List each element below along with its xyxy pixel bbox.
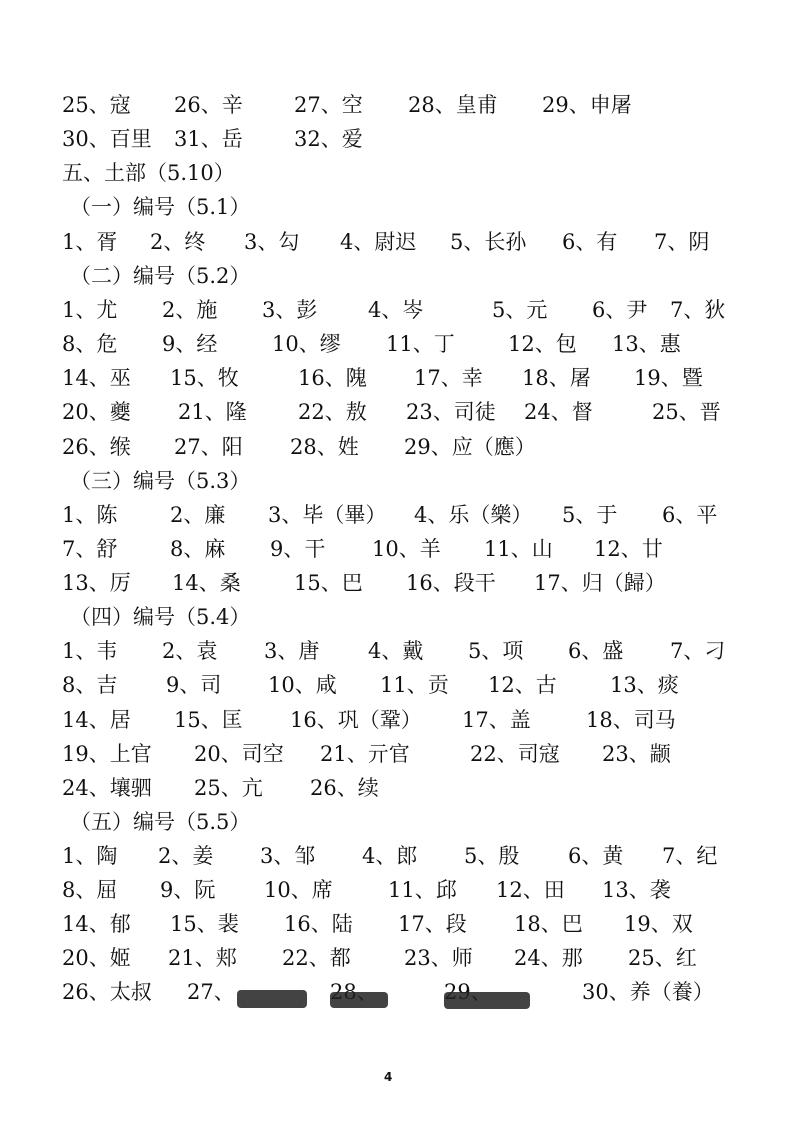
surname-entry: 24、督 xyxy=(524,400,593,424)
surname-entry: 6、平 xyxy=(662,503,718,527)
surname-entry: 27、空 xyxy=(294,93,363,117)
surname-entry: 19、暨 xyxy=(634,366,703,390)
surname-entry: 3、邹 xyxy=(260,844,316,868)
surname-entry: 29、应（應） xyxy=(404,435,536,459)
surname-entry: 32、爱 xyxy=(294,127,363,151)
surname-entry: 8、麻 xyxy=(170,537,226,561)
surname-entry: 27、阳 xyxy=(174,435,243,459)
surname-entry: 15、裴 xyxy=(170,912,239,936)
surname-entry: 5、长孙 xyxy=(450,230,527,254)
surname-entry: 3、勾 xyxy=(244,230,300,254)
surname-entry: 21、郏 xyxy=(168,946,237,970)
surname-entry: 26、续 xyxy=(310,776,379,800)
surname-entry: 26、缑 xyxy=(62,435,131,459)
surname-entry: 5、元 xyxy=(492,298,548,322)
surname-entry: 26、辛 xyxy=(174,93,243,117)
surname-entry: 16、陆 xyxy=(284,912,353,936)
surname-entry: 22、司寇 xyxy=(470,742,560,766)
surname-entry: 21、隆 xyxy=(178,400,247,424)
surname-entry: 8、吉 xyxy=(62,673,118,697)
surname-entry: 28、皇甫 xyxy=(408,93,498,117)
surname-entry: 25、亢 xyxy=(194,776,263,800)
surname-entry: 13、厉 xyxy=(62,571,131,595)
surname-entry: 6、尹 xyxy=(592,298,648,322)
surname-entry: 10、缪 xyxy=(272,332,341,356)
surname-entry: 7、纪 xyxy=(662,844,718,868)
subsection-heading: （三）编号（5.3） xyxy=(70,469,251,493)
surname-entry: 5、殷 xyxy=(464,844,520,868)
surname-entry: 3、唐 xyxy=(264,639,320,663)
surname-entry: 18、巴 xyxy=(514,912,583,936)
surname-entry: 3、毕（畢） xyxy=(268,503,387,527)
surname-entry: 20、夔 xyxy=(62,400,131,424)
surname-entry: 17、盖 xyxy=(462,708,531,732)
surname-entry: 1、韦 xyxy=(62,639,118,663)
surname-entry: 6、有 xyxy=(562,230,618,254)
surname-entry: 26、太叔 xyxy=(62,980,152,1004)
surname-entry: 24、壤驷 xyxy=(62,776,152,800)
surname-entry: 12、包 xyxy=(508,332,577,356)
surname-entry: 6、盛 xyxy=(568,639,624,663)
surname-entry: 1、陈 xyxy=(62,503,118,527)
surname-entry: 9、司 xyxy=(166,673,222,697)
surname-entry: 16、段干 xyxy=(406,571,496,595)
surname-entry: 21、亓官 xyxy=(320,742,410,766)
surname-entry: 4、岑 xyxy=(368,298,424,322)
surname-entry: 23、颛 xyxy=(602,742,671,766)
surname-entry: 2、姜 xyxy=(158,844,214,868)
surname-entry: 17、幸 xyxy=(414,366,483,390)
surname-entry: 27、 xyxy=(187,980,235,1004)
surname-entry: 9、干 xyxy=(270,537,326,561)
surname-entry: 17、归（歸） xyxy=(534,571,666,595)
surname-entry: 20、司空 xyxy=(194,742,284,766)
subsection-heading: （二）编号（5.2） xyxy=(70,264,251,288)
surname-entry: 7、刁 xyxy=(670,639,726,663)
surname-entry: 13、袭 xyxy=(602,878,671,902)
surname-entry: 8、屈 xyxy=(62,878,118,902)
section-heading: 五、土部（5.10） xyxy=(62,161,235,185)
surname-entry: 10、席 xyxy=(264,878,333,902)
surname-entry: 14、巫 xyxy=(62,366,131,390)
surname-entry: 7、阴 xyxy=(654,230,710,254)
surname-entry: 15、巴 xyxy=(294,571,363,595)
surname-entry: 30、养（養） xyxy=(582,980,714,1004)
surname-entry: 13、惠 xyxy=(612,332,681,356)
page-number: 4 xyxy=(384,1070,393,1084)
surname-entry: 24、那 xyxy=(514,946,583,970)
subsection-heading: （四）编号（5.4） xyxy=(70,605,251,629)
surname-entry: 11、山 xyxy=(484,537,553,561)
surname-entry: 25、红 xyxy=(628,946,697,970)
surname-entry: 4、乐（樂） xyxy=(414,503,533,527)
surname-entry: 7、狄 xyxy=(670,298,726,322)
surname-entry: 11、贡 xyxy=(380,673,449,697)
surname-entry: 3、彭 xyxy=(262,298,318,322)
surname-entry: 12、田 xyxy=(496,878,565,902)
surname-entry: 19、上官 xyxy=(62,742,152,766)
surname-entry: 20、姬 xyxy=(62,946,131,970)
surname-entry: 2、廉 xyxy=(170,503,226,527)
surname-entry: 15、匡 xyxy=(174,708,243,732)
surname-entry: 14、桑 xyxy=(172,571,241,595)
surname-entry: 11、丁 xyxy=(386,332,455,356)
ink-smudge xyxy=(330,992,388,1008)
surname-entry: 22、敖 xyxy=(298,400,367,424)
surname-entry: 2、施 xyxy=(162,298,218,322)
surname-entry: 17、段 xyxy=(398,912,467,936)
surname-entry: 4、郎 xyxy=(362,844,418,868)
surname-entry: 6、黄 xyxy=(568,844,624,868)
surname-entry: 5、项 xyxy=(468,639,524,663)
surname-entry: 23、司徒 xyxy=(406,400,496,424)
ink-smudge xyxy=(444,992,530,1009)
surname-entry: 15、牧 xyxy=(170,366,239,390)
surname-entry: 13、痰 xyxy=(610,673,679,697)
surname-entry: 7、舒 xyxy=(62,537,118,561)
surname-entry: 14、居 xyxy=(62,708,131,732)
surname-entry: 12、古 xyxy=(488,673,557,697)
surname-entry: 23、师 xyxy=(404,946,473,970)
surname-entry: 4、尉迟 xyxy=(340,230,417,254)
surname-entry: 2、终 xyxy=(150,230,206,254)
surname-entry: 18、屠 xyxy=(522,366,591,390)
surname-entry: 31、岳 xyxy=(174,127,243,151)
surname-entry: 2、袁 xyxy=(162,639,218,663)
surname-entry: 16、隗 xyxy=(298,366,367,390)
surname-entry: 30、百里 xyxy=(62,127,152,151)
surname-entry: 25、寇 xyxy=(62,93,131,117)
surname-entry: 11、邱 xyxy=(388,878,457,902)
surname-entry: 1、胥 xyxy=(62,230,118,254)
surname-entry: 28、姓 xyxy=(290,435,359,459)
subsection-heading: （一）编号（5.1） xyxy=(70,195,251,219)
surname-entry: 18、司马 xyxy=(586,708,676,732)
surname-entry: 25、晋 xyxy=(652,400,721,424)
surname-entry: 9、经 xyxy=(162,332,218,356)
surname-entry: 5、于 xyxy=(562,503,618,527)
surname-entry: 9、阮 xyxy=(160,878,216,902)
surname-entry: 12、廿 xyxy=(594,537,663,561)
surname-entry: 14、郁 xyxy=(62,912,131,936)
surname-entry: 10、羊 xyxy=(372,537,441,561)
surname-entry: 8、危 xyxy=(62,332,118,356)
subsection-heading: （五）编号（5.5） xyxy=(70,810,251,834)
surname-entry: 1、陶 xyxy=(62,844,118,868)
ink-smudge xyxy=(237,990,307,1008)
surname-entry: 10、咸 xyxy=(268,673,337,697)
surname-entry: 1、尤 xyxy=(62,298,118,322)
surname-entry: 16、巩（鞏） xyxy=(290,708,422,732)
surname-entry: 29、申屠 xyxy=(542,93,632,117)
surname-entry: 22、都 xyxy=(282,946,351,970)
surname-entry: 4、戴 xyxy=(368,639,424,663)
surname-entry: 19、双 xyxy=(624,912,693,936)
